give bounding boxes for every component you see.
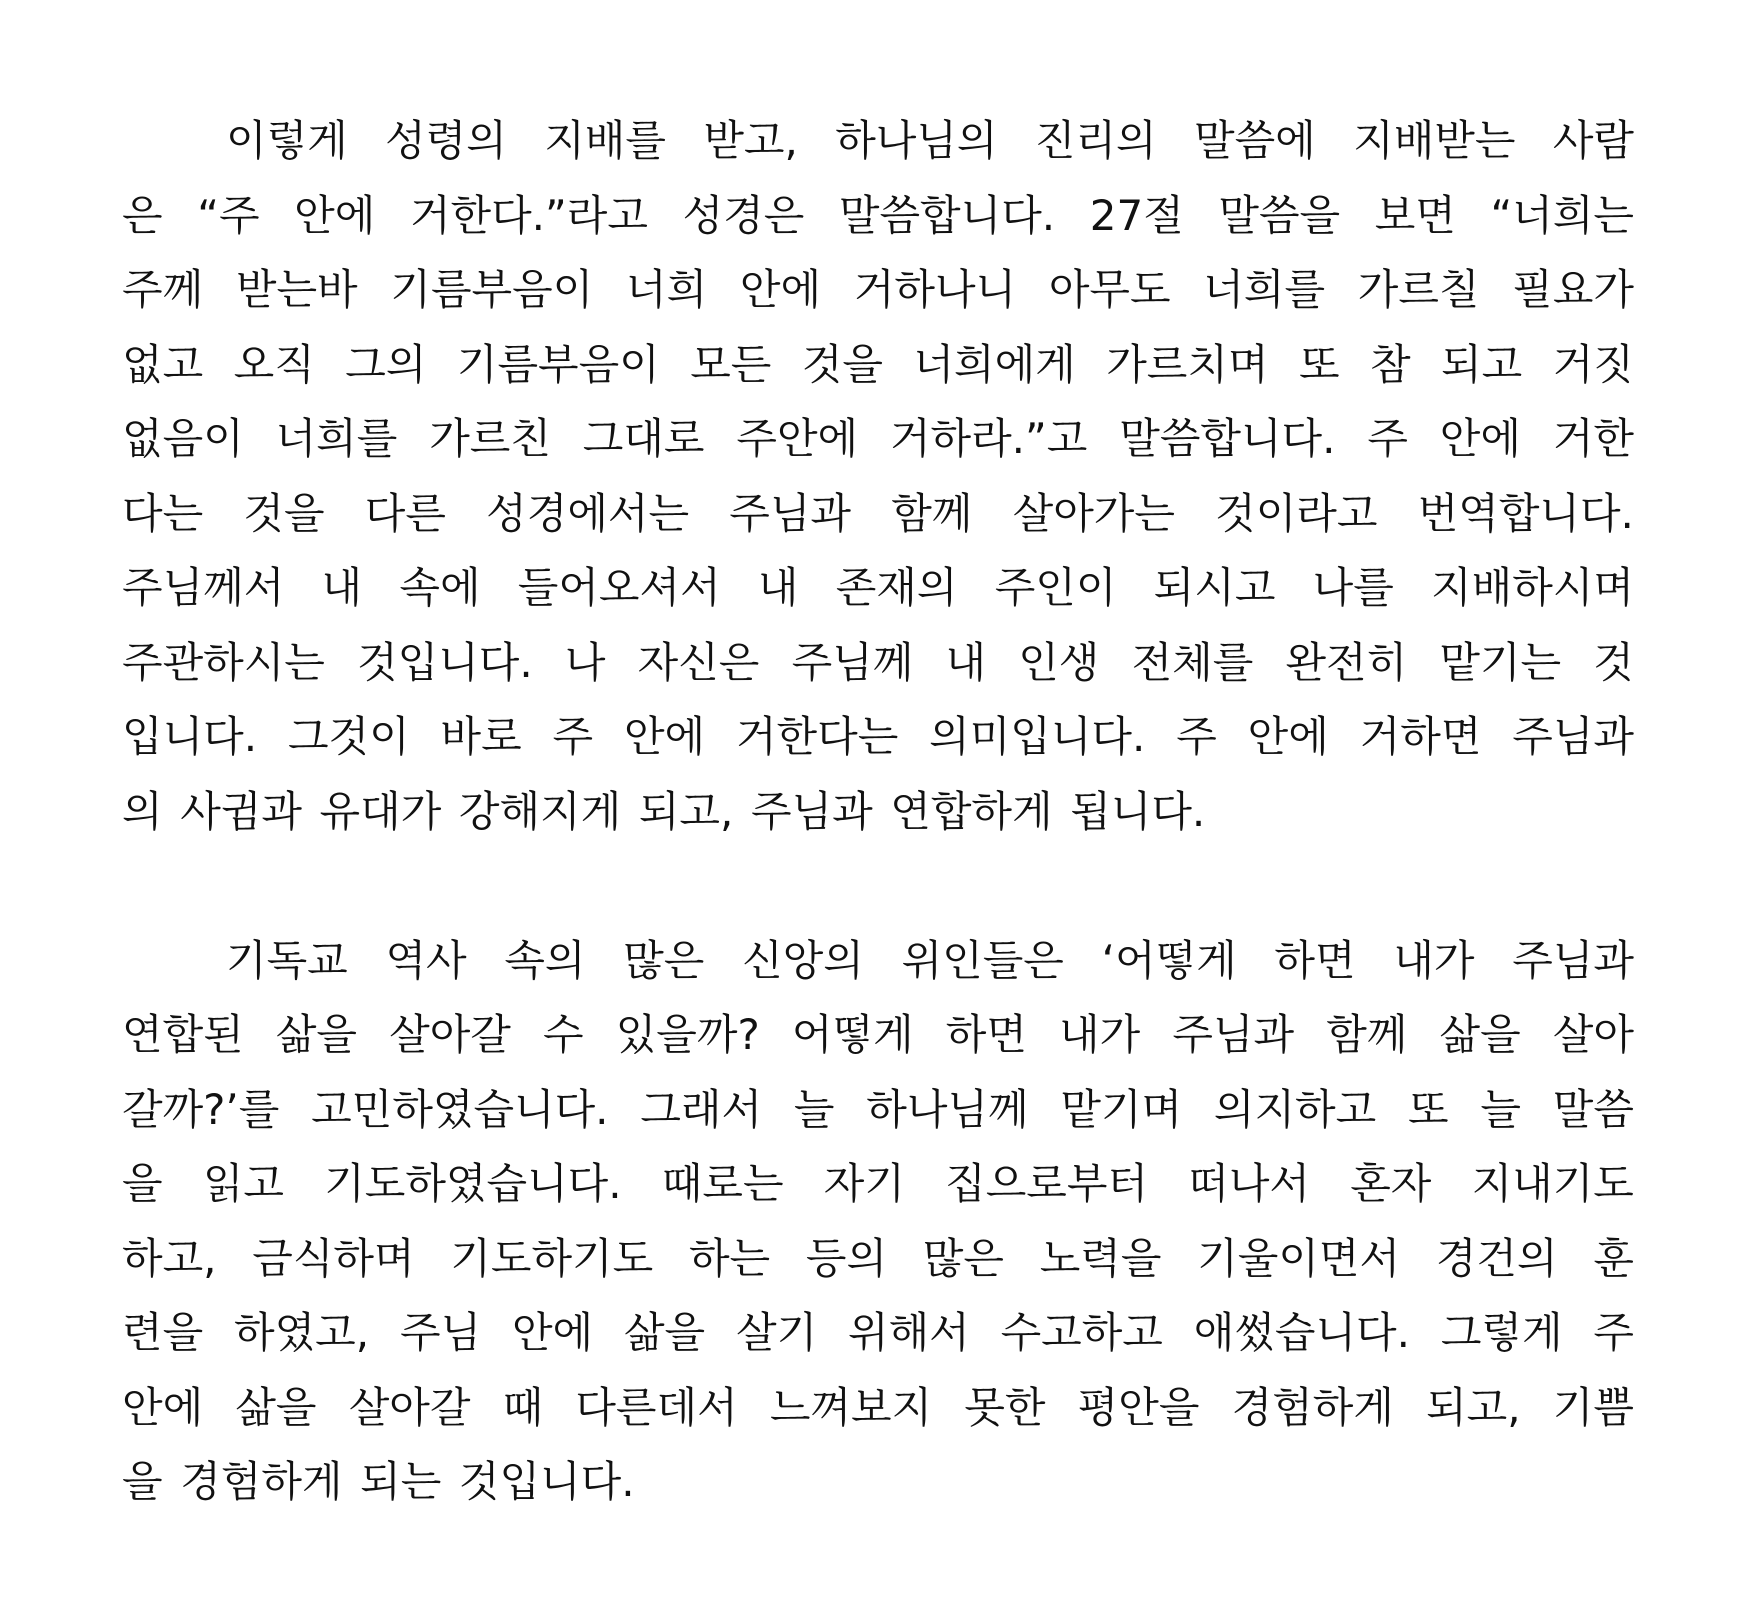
word: 맡기며 xyxy=(1060,1084,1183,1134)
paragraph-1 xyxy=(122,104,1634,849)
paragraph-2 xyxy=(122,924,1634,1520)
word: 지배를 xyxy=(544,116,666,165)
word: 살아가는 xyxy=(1012,488,1175,538)
word: 되고, xyxy=(1426,1382,1521,1432)
word: 나 xyxy=(564,637,606,687)
word: 가르칠 xyxy=(1357,265,1480,314)
word: 살아갈 xyxy=(348,1382,471,1432)
word: 아무도 xyxy=(1048,265,1171,314)
word: 완전히 xyxy=(1285,637,1408,687)
word: 유대가 xyxy=(319,786,442,836)
word: 지배받는 xyxy=(1353,116,1516,165)
text-line xyxy=(122,700,1634,775)
word: 너희를 xyxy=(275,414,398,463)
word: 거한다.”라고 xyxy=(409,190,648,240)
word: 수고하고 xyxy=(1000,1308,1163,1357)
word: 번역합니다. xyxy=(1417,488,1634,538)
word: 다른데서 xyxy=(575,1382,738,1432)
word: 것을 xyxy=(801,339,883,389)
word: 내 xyxy=(945,637,987,687)
word: 말씀합니다. xyxy=(838,190,1056,240)
word: 전체를 xyxy=(1131,637,1254,687)
word: 의미입니다. xyxy=(929,712,1146,761)
word: 경험하게 xyxy=(1231,1382,1394,1432)
word: 성령의 xyxy=(385,116,507,165)
word: 그래서 xyxy=(640,1084,763,1134)
word: 하면 xyxy=(1274,935,1356,985)
word: 위인들은 xyxy=(901,935,1064,985)
word: 주 xyxy=(1593,1308,1634,1357)
word: 말씀에 xyxy=(1194,116,1316,165)
word: 혼자 xyxy=(1350,1159,1432,1208)
word: 되는 xyxy=(360,1457,442,1506)
word: 27절 xyxy=(1089,190,1184,240)
word: 거짓 xyxy=(1552,339,1634,389)
word: 안에 xyxy=(511,1308,594,1357)
word: 은 xyxy=(122,190,163,240)
word: 그대로 xyxy=(582,414,705,463)
word: 때 xyxy=(502,1382,544,1432)
word: 하나님의 xyxy=(835,116,998,165)
word: 기도하기도 xyxy=(450,1233,654,1283)
word: 기름부음이 xyxy=(456,339,660,389)
word: 금식하며 xyxy=(252,1233,415,1283)
word: 노력을 xyxy=(1039,1233,1162,1283)
word: 함께 xyxy=(1326,1010,1408,1059)
word: 성경에서는 xyxy=(486,488,690,538)
text-line xyxy=(122,179,1634,254)
document-page xyxy=(122,104,1634,1520)
word: 주관하시는 xyxy=(122,637,325,687)
word: 모든 xyxy=(690,339,772,389)
word: 내가 xyxy=(1059,1010,1141,1059)
word: 느껴보지 xyxy=(769,1382,933,1432)
text-line xyxy=(122,328,1634,403)
word: 기름부음이 xyxy=(390,265,594,314)
word: 다른 xyxy=(364,488,446,538)
text-line xyxy=(122,1296,1634,1371)
word: 주안에 xyxy=(736,414,859,463)
word: 내 xyxy=(321,563,363,612)
word: 속의 xyxy=(504,935,586,985)
word: 위해서 xyxy=(848,1308,970,1357)
word: 안에 xyxy=(294,190,376,240)
word: 많은 xyxy=(922,1233,1004,1283)
word: 자기 xyxy=(823,1159,905,1208)
word: 살아갈 xyxy=(389,1010,511,1059)
word: 사귐과 xyxy=(180,786,302,836)
word: 늘 xyxy=(793,1084,835,1134)
word: 주님과 xyxy=(1512,935,1634,985)
word: 성경은 xyxy=(682,190,805,240)
word: 그것이 xyxy=(287,712,410,761)
word: 내 xyxy=(757,563,799,612)
text-line xyxy=(122,1445,1634,1520)
word: 되시고 xyxy=(1153,563,1276,612)
word: 입니다. xyxy=(122,712,258,761)
word: 주님과 xyxy=(750,786,873,836)
text-line xyxy=(122,626,1634,701)
word: 너희에게 xyxy=(913,339,1076,389)
word: 주께 xyxy=(122,265,204,314)
word: 삶을 xyxy=(275,1010,358,1059)
word: 것 xyxy=(1593,637,1634,687)
word: 거하라.”고 xyxy=(889,414,1088,463)
word: 역사 xyxy=(385,935,467,985)
word: 참 xyxy=(1370,339,1411,389)
word: 등의 xyxy=(805,1233,888,1283)
word: ‘어떻게 xyxy=(1101,935,1237,985)
word: 갈까?’를 xyxy=(122,1084,280,1134)
word: 기도하였습니다. xyxy=(324,1159,622,1208)
word: 주 xyxy=(1176,712,1217,761)
word: 주님과 xyxy=(729,488,851,538)
text-line xyxy=(122,1222,1634,1297)
word: 다는 xyxy=(122,488,204,538)
word: 거한 xyxy=(1552,414,1634,463)
word: 사람 xyxy=(1552,116,1634,165)
word: 주님 xyxy=(399,1308,482,1357)
word: 거하나니 xyxy=(853,265,1017,314)
word: 나를 xyxy=(1312,563,1394,612)
word: 어떻게 xyxy=(791,1010,914,1059)
word: 내가 xyxy=(1393,935,1475,985)
word: 되고 xyxy=(1441,339,1523,389)
word: 인생 xyxy=(1018,637,1100,687)
word: 것을 xyxy=(243,488,325,538)
word: 됩니다. xyxy=(1070,786,1206,836)
word: 없음이 xyxy=(122,414,244,463)
word: 때로는 xyxy=(661,1159,784,1208)
text-line xyxy=(122,998,1634,1073)
word: 경험하게 xyxy=(180,1457,343,1506)
word: 의 xyxy=(122,786,163,836)
word: 기울이면서 xyxy=(1197,1233,1401,1283)
word: 그의 xyxy=(345,339,427,389)
text-line xyxy=(122,551,1634,626)
text-line xyxy=(122,1073,1634,1148)
word: 지배하시며 xyxy=(1431,563,1634,612)
word: 주님과 xyxy=(1512,712,1634,761)
word: 늘 xyxy=(1480,1084,1521,1134)
word: 수 xyxy=(543,1010,584,1059)
word: 존재의 xyxy=(835,563,958,612)
word: 말씀을 xyxy=(1218,190,1341,240)
word: 받고, xyxy=(703,116,798,165)
word: 삶을 xyxy=(235,1382,317,1432)
text-line xyxy=(122,924,1634,999)
word: 안에 xyxy=(1247,712,1329,761)
word: 맡기는 xyxy=(1439,637,1562,687)
word: 떠나서 xyxy=(1188,1159,1310,1208)
word: 하고, xyxy=(122,1233,217,1283)
word: 연합된 xyxy=(122,1010,244,1059)
text-line xyxy=(122,104,1634,179)
word: 주님께 xyxy=(791,637,914,687)
word: 받는바 xyxy=(235,265,358,314)
word: 주 xyxy=(552,712,594,761)
word: 평안을 xyxy=(1077,1382,1200,1432)
word: 연합하게 xyxy=(890,786,1053,836)
text-line xyxy=(122,477,1634,552)
word: 의지하고 xyxy=(1213,1084,1377,1134)
word: 많은 xyxy=(623,935,705,985)
word: 하나님께 xyxy=(866,1084,1029,1134)
word: 또 xyxy=(1408,1084,1449,1134)
word: 속에 xyxy=(399,563,481,612)
word: 거한다는 xyxy=(735,712,899,761)
word: 가르치며 xyxy=(1106,339,1269,389)
word: 들어오셔서 xyxy=(517,563,721,612)
word: 안에 xyxy=(623,712,706,761)
word: 또 xyxy=(1299,339,1340,389)
word: 말씀합니다. xyxy=(1119,414,1336,463)
word: 안에 xyxy=(739,265,822,314)
word: 강해지게 xyxy=(458,786,622,836)
word: 이렇게 xyxy=(226,116,348,165)
word: 주인이 xyxy=(994,563,1117,612)
word: 지내기도 xyxy=(1471,1159,1634,1208)
word: 애썼습니다. xyxy=(1193,1308,1410,1357)
word: 읽고 xyxy=(202,1159,284,1208)
word: 하였고, xyxy=(234,1308,370,1357)
word: 너희를 xyxy=(1203,265,1326,314)
word: 말씀 xyxy=(1552,1084,1634,1134)
word: 진리의 xyxy=(1034,116,1157,165)
word: 련을 xyxy=(122,1308,204,1357)
word: 거하면 xyxy=(1359,712,1482,761)
word: 삶을 xyxy=(623,1308,706,1357)
word: 있을까? xyxy=(615,1010,760,1059)
word: 되고, xyxy=(638,786,734,836)
word: 살아 xyxy=(1552,1010,1634,1059)
word: 기쁨 xyxy=(1552,1382,1634,1432)
text-line xyxy=(122,1371,1634,1446)
text-line xyxy=(122,1147,1634,1222)
text-line xyxy=(122,402,1634,477)
word: 삶을 xyxy=(1439,1010,1521,1059)
word: 주님께서 xyxy=(122,563,285,612)
word: 안에 xyxy=(122,1382,204,1432)
word: 못한 xyxy=(964,1382,1046,1432)
word: 함께 xyxy=(891,488,973,538)
word: 경건의 xyxy=(1435,1233,1558,1283)
word: 오직 xyxy=(233,339,315,389)
word: 안에 xyxy=(1439,414,1521,463)
word: 살기 xyxy=(736,1308,818,1357)
word: 하면 xyxy=(945,1010,1027,1059)
word: 바로 xyxy=(440,712,522,761)
word: 주님과 xyxy=(1172,1010,1295,1059)
word: 훈 xyxy=(1593,1233,1634,1283)
word: 기독교 xyxy=(226,935,348,985)
text-line xyxy=(122,253,1634,328)
word: 것입니다. xyxy=(458,1457,635,1506)
word: 자신은 xyxy=(637,637,760,687)
word: “너희는 xyxy=(1490,190,1634,240)
word: 가르친 xyxy=(429,414,551,463)
word: 필요가 xyxy=(1512,265,1634,314)
text-line xyxy=(122,775,1634,850)
word: 고민하였습니다. xyxy=(311,1084,609,1134)
word: 집으로부터 xyxy=(945,1159,1149,1208)
word: 보면 xyxy=(1374,190,1456,240)
word: 신앙의 xyxy=(742,935,864,985)
word: 을 xyxy=(122,1159,163,1208)
word: 것이라고 xyxy=(1215,488,1378,538)
word: 것입니다. xyxy=(357,637,533,687)
word: “주 xyxy=(197,190,260,240)
word: 하는 xyxy=(688,1233,771,1283)
word: 을 xyxy=(122,1457,163,1506)
word: 그렇게 xyxy=(1440,1308,1563,1357)
word: 주 xyxy=(1367,414,1408,463)
word: 너희 xyxy=(626,265,708,314)
word: 없고 xyxy=(122,339,204,389)
paragraph-gap xyxy=(122,849,1634,924)
